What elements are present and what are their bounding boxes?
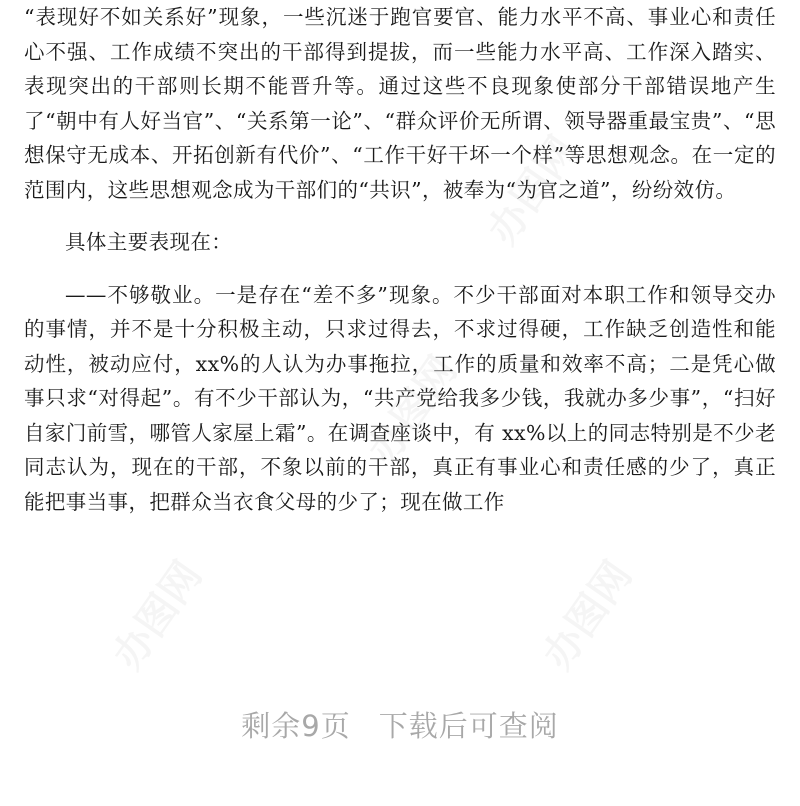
- remaining-pages-text: 剩余9页: [241, 709, 351, 743]
- paragraph-relations-phenomenon: “表现好不如关系好”现象，一些沉迷于跑官要官、能力水平不高、事业心和责任心不强、工作成绩不突出的干部得到提拔，而一些能力水平高、工作深入踏实、表现突出的干部则长期不能晋升等。通过这些不良现象使部分干部错误地产生了“朝中有人好当官”、“关系第一论”、“群众评价无所谓、领导器重最宝贵”、“思想保守无成本、开拓创新有代价”、“工作干好干坏一个样”等思想观念。在一定的范围内，这些思想观念成为干部们的“共识”，被奉为“为官之道”，纷纷效仿。: [24, 5, 776, 202]
- watermark-logo: 办图网: [359, 348, 467, 473]
- watermark-logo: 办图网: [104, 553, 212, 678]
- paragraph-gap: [24, 260, 776, 278]
- paragraph-main-manifestations: 具体主要表现在：: [65, 230, 233, 254]
- document-body: [24, 0, 776, 519]
- download-prompt[interactable]: [0, 704, 800, 745]
- watermark-logo: 办图网: [534, 553, 642, 678]
- paragraph-not-dedicated: ——不够敬业。一是存在“差不多”现象。不少干部面对本职工作和领导交办的事情，并不是十分积极主动，只求过得去，不求过得硬，工作缺乏创造性和能动性，被动应付，xx%的人认为办事拖拉，工作的质量和效率不高；二是凭心做事只求“对得起”。有不少干部认为，“共产党给我多少钱，我就办多少事”，“扫好自家门前雪，哪管人家屋上霜”。在调查座谈中，有 xx%以上的同志特别是不少老同志认为，现在的干部，不象以前的干部，真正有事业心和责任感的少了，真正能把事当事，把群众当衣食父母的少了；现在做工作: [24, 282, 776, 514]
- paragraph-gap: [24, 207, 776, 225]
- download-hint-text: 下载后可查阅: [378, 709, 559, 743]
- watermark-logo: 办图网: [479, 128, 587, 253]
